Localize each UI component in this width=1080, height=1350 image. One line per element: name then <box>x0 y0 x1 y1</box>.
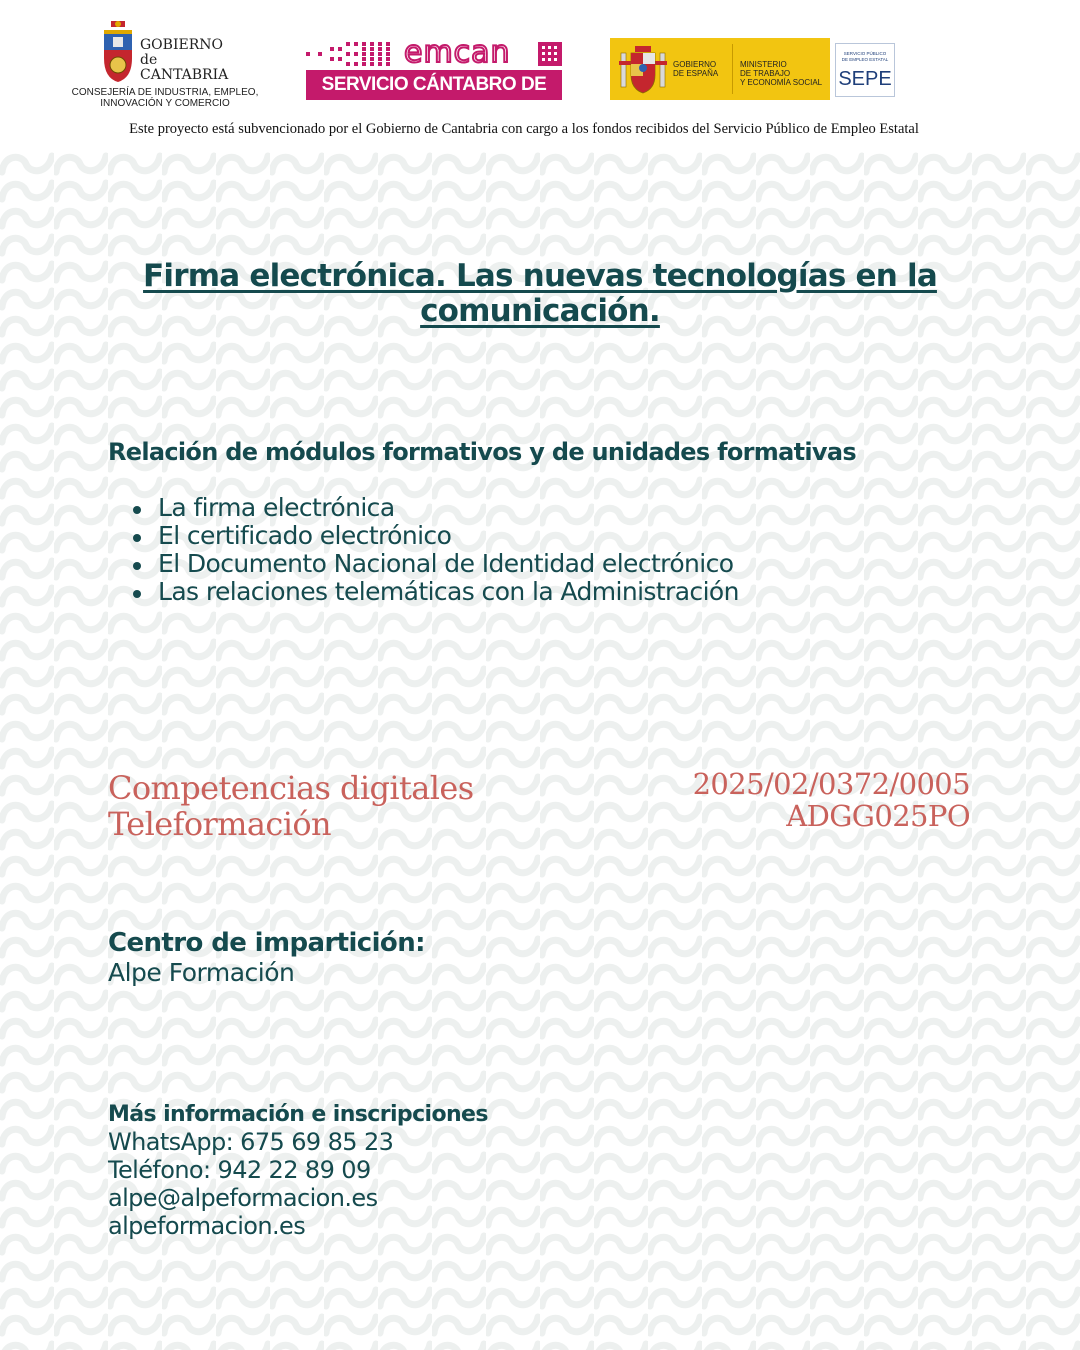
contact-website: alpeformacion.es <box>108 1212 306 1240</box>
spain-coat-of-arms-icon <box>618 43 668 95</box>
module-item: El certificado electrónico <box>108 522 739 550</box>
emcan-square-icon <box>538 42 562 66</box>
centre-heading: Centro de impartición: <box>108 928 425 958</box>
contact-details <box>108 1128 393 1240</box>
course-modality: Teleformación <box>108 805 332 843</box>
course-code: ADGG025PO <box>786 799 970 833</box>
contact-email: alpe@alpeformacion.es <box>108 1184 378 1212</box>
modules-heading: Relación de módulos formativos y de unidades formativas <box>108 438 856 466</box>
gobierno-espana-text: GOBIERNO DE ESPAÑA <box>673 60 719 78</box>
cantabria-coat-of-arms-icon <box>100 20 136 84</box>
emcan-dots-icon <box>306 42 398 66</box>
contact-whatsapp: WhatsApp: 675 69 85 23 <box>108 1128 394 1156</box>
ministerio-trabajo-text: MINISTERIO DE TRABAJO Y ECONOMÍA SOCIAL <box>740 60 823 87</box>
course-category: Competencias digitales <box>108 769 474 807</box>
emcan-servicio-bar: SERVICIO CÁNTABRO DE EMPLEO <box>306 70 562 100</box>
contact-heading: Más información e inscripciones <box>108 1102 488 1127</box>
emcan-wordmark: emcan <box>404 35 511 70</box>
module-item: El Documento Nacional de Identidad electrónico <box>108 550 739 578</box>
gobierno-cantabria-logo <box>70 20 260 112</box>
centre-name: Alpe Formación <box>108 958 295 987</box>
subsidy-note: Este proyecto está subvencionado por el Gobierno de Cantabria con cargo a los fondos recibidos del Servicio Público de Empleo Estatal <box>129 121 919 137</box>
course-category-block <box>108 770 474 842</box>
modules-list <box>108 494 739 606</box>
contact-phone: Teléfono: 942 22 89 09 <box>108 1156 371 1184</box>
sepe-logo-name: SEPE <box>838 68 892 90</box>
cantabria-logo-subline: CONSEJERÍA DE INDUSTRIA, EMPLEO, INNOVACIÓN Y COMERCIO <box>71 87 259 109</box>
module-item: Las relaciones telemáticas con la Administración <box>108 578 739 606</box>
emcan-logo <box>306 35 564 125</box>
course-file-number: 2025/02/0372/0005 <box>692 767 970 801</box>
header <box>0 0 1080 150</box>
gobierno-espana-logo <box>610 38 830 100</box>
sepe-logo <box>835 43 895 97</box>
course-title: Firma electrónica. Las nuevas tecnologías en la comunicación. <box>143 258 937 329</box>
course-codes-block <box>693 768 970 832</box>
module-item: La firma electrónica <box>108 494 739 522</box>
cantabria-logo-name: GOBIERNO de CANTABRIA <box>140 37 229 83</box>
spain-logo-divider <box>732 44 733 94</box>
sepe-logo-subtitle: SERVICIO PÚBLICO DE EMPLEO ESTATAL <box>841 51 889 62</box>
